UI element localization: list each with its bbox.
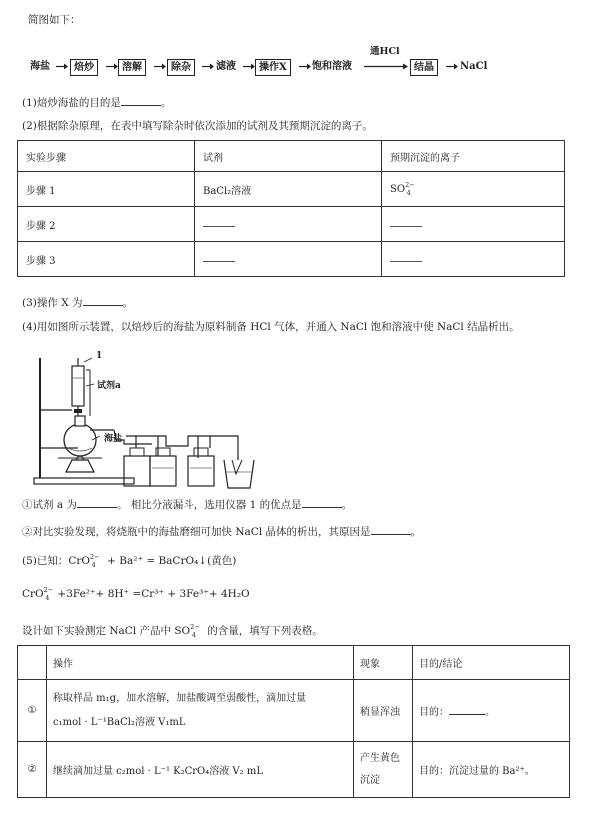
question-4: (4)用如图所示装置，以焙炒后的海盐为原料制备 HCl 气体，并通入 NaCl 饱和溶液中使 NaCl 结晶析出。 bbox=[22, 321, 520, 333]
question-2: (2)根据除杂原理，在表中填写除杂时依次添加的试剂及其预期沉淀的离子。 bbox=[22, 120, 373, 132]
table-row bbox=[18, 207, 565, 242]
operation-cell: 继续滴加过量 c₂mol · L⁻¹ K₂CrO₄溶液 V₂ mL bbox=[47, 742, 354, 798]
question-3 bbox=[22, 295, 133, 310]
arrow-icon bbox=[446, 59, 458, 74]
flow-start: 海盐 bbox=[30, 61, 50, 72]
table-header: 实验步骤 bbox=[18, 141, 195, 172]
flow-step-dissolve: 溶解 bbox=[118, 59, 146, 76]
intro-text: 简图如下： bbox=[28, 14, 81, 26]
flow-gas-label: 通HCl bbox=[370, 46, 400, 57]
answer-blank[interactable] bbox=[77, 497, 117, 508]
answer-blank[interactable] bbox=[390, 253, 422, 262]
phenomenon-line-1: 产生黄色 bbox=[360, 752, 400, 764]
arrow-icon bbox=[243, 59, 255, 74]
row-number: ② bbox=[18, 742, 47, 798]
answer-blank[interactable] bbox=[121, 95, 161, 106]
table-header: 预期沉淀的离子 bbox=[382, 141, 565, 172]
operation-line-2: c₁mol · L⁻¹BaCl₂溶液 V₁mL bbox=[53, 716, 186, 728]
table-header: 试剂 bbox=[195, 141, 382, 172]
answer-blank[interactable] bbox=[83, 295, 123, 306]
equation-2 bbox=[22, 588, 250, 600]
answer-blank[interactable] bbox=[203, 218, 235, 227]
question-5 bbox=[22, 553, 236, 568]
ion-cell[interactable] bbox=[382, 207, 565, 242]
question-4-2-end: 。 bbox=[410, 526, 422, 538]
answer-blank[interactable] bbox=[302, 497, 342, 508]
ion-subscript: 4 bbox=[91, 561, 96, 569]
apparatus-label-1: 1 bbox=[96, 351, 103, 361]
phenomenon-cell: 稍显浑浊 bbox=[354, 680, 413, 742]
purification-table bbox=[17, 140, 565, 277]
table-header: 目的/结论 bbox=[413, 646, 570, 680]
arrow-icon bbox=[299, 59, 311, 74]
flow-step-crystallize: 结晶 bbox=[410, 59, 438, 76]
table-row bbox=[18, 742, 570, 798]
arrow-icon bbox=[106, 59, 118, 74]
question-4-1-end: 。 bbox=[341, 499, 353, 511]
arrow-icon bbox=[364, 59, 408, 74]
design-instruction bbox=[22, 623, 323, 638]
question-4-1-text-a: ①试剂 a 为 bbox=[22, 499, 77, 511]
equation-2-rhs: +3Fe²⁺+ 8H⁺ =Cr³⁺ + 3Fe³⁺+ 4H₂O bbox=[57, 588, 250, 600]
question-3-text: (3)操作 X 为 bbox=[22, 297, 83, 309]
ion-symbol: SO bbox=[390, 183, 406, 195]
table-header bbox=[18, 646, 47, 680]
question-1-text: (1)焙炒海盐的目的是 bbox=[22, 97, 121, 109]
table-header: 操作 bbox=[47, 646, 354, 680]
question-4-2-text: ②对比实验发现，将烧瓶中的海盐磨细可加快 NaCl 晶体的析出，其原因是 bbox=[22, 526, 371, 538]
reagent-cell: BaCl₂溶液 bbox=[195, 172, 382, 207]
question-1-end: 。 bbox=[160, 97, 172, 109]
goal-end: 。 bbox=[485, 707, 495, 718]
ion-subscript: 4 bbox=[45, 594, 50, 602]
arrow-icon bbox=[202, 59, 214, 74]
goal-text: 目的： bbox=[419, 707, 449, 718]
goal-cell bbox=[413, 680, 570, 742]
apparatus-diagram bbox=[28, 348, 258, 493]
flow-filtrate: 滤液 bbox=[216, 61, 236, 72]
phenomenon-cell bbox=[354, 742, 413, 798]
table-row bbox=[18, 172, 565, 207]
equation-1-lhs: (5)已知：CrO bbox=[22, 555, 91, 567]
flow-step-roast: 焙炒 bbox=[70, 59, 98, 76]
question-4-2 bbox=[22, 524, 421, 539]
answer-blank[interactable] bbox=[371, 524, 411, 535]
table-row bbox=[18, 242, 565, 277]
goal-cell: 目的：沉淀过量的 Ba²⁺。 bbox=[413, 742, 570, 798]
ion-charge: 2− bbox=[190, 623, 200, 631]
arrow-icon bbox=[56, 59, 68, 74]
step-cell: 步骤 3 bbox=[18, 242, 195, 277]
question-4-1 bbox=[22, 497, 352, 512]
process-flowchart bbox=[30, 46, 590, 84]
step-cell: 步骤 2 bbox=[18, 207, 195, 242]
ion-cell[interactable] bbox=[382, 242, 565, 277]
row-number: ① bbox=[18, 680, 47, 742]
reagent-cell[interactable] bbox=[195, 242, 382, 277]
phenomenon-line-2: 沉淀 bbox=[360, 774, 380, 786]
flow-product: NaCl bbox=[460, 61, 488, 72]
answer-blank[interactable] bbox=[390, 218, 422, 227]
apparatus-label-reagent: 试剂a bbox=[97, 381, 121, 391]
equation-1-rhs: + Ba²⁺ = BaCrO₄↓(黄色) bbox=[103, 555, 237, 567]
question-1 bbox=[22, 95, 171, 110]
apparatus-label-salt: 海盐 bbox=[104, 434, 123, 444]
question-3-end: 。 bbox=[122, 297, 134, 309]
equation-2-lhs: CrO bbox=[22, 588, 44, 600]
answer-blank[interactable] bbox=[203, 253, 235, 262]
ion-subscript: 4 bbox=[406, 188, 411, 197]
answer-blank[interactable] bbox=[449, 704, 485, 715]
step-cell: 步骤 1 bbox=[18, 172, 195, 207]
flow-step-purify: 除杂 bbox=[167, 59, 195, 76]
ion-charge: 2− bbox=[405, 180, 415, 189]
arrow-icon bbox=[154, 59, 166, 74]
operation-line-1: 称取样品 m₁g，加水溶解，加盐酸调至弱酸性，滴加过量 bbox=[53, 692, 307, 704]
ion-subscript: 4 bbox=[191, 631, 196, 639]
design-text-a: 设计如下实验测定 NaCl 产品中 SO bbox=[22, 625, 191, 637]
question-4-1-text-b: 。 相比分液漏斗，选用仪器 1 的优点是 bbox=[116, 499, 302, 511]
ion-charge: 2− bbox=[43, 586, 54, 594]
ion-cell bbox=[382, 172, 565, 207]
flow-saturated: 饱和溶液 bbox=[312, 61, 352, 72]
experiment-table bbox=[17, 645, 570, 798]
reagent-cell[interactable] bbox=[195, 207, 382, 242]
ion-charge: 2− bbox=[90, 553, 100, 561]
operation-cell bbox=[47, 680, 354, 742]
design-text-b: 的含量，填写下列表格。 bbox=[203, 625, 323, 637]
flow-step-operation-x: 操作X bbox=[255, 59, 291, 76]
table-header: 现象 bbox=[354, 646, 413, 680]
table-row bbox=[18, 680, 570, 742]
